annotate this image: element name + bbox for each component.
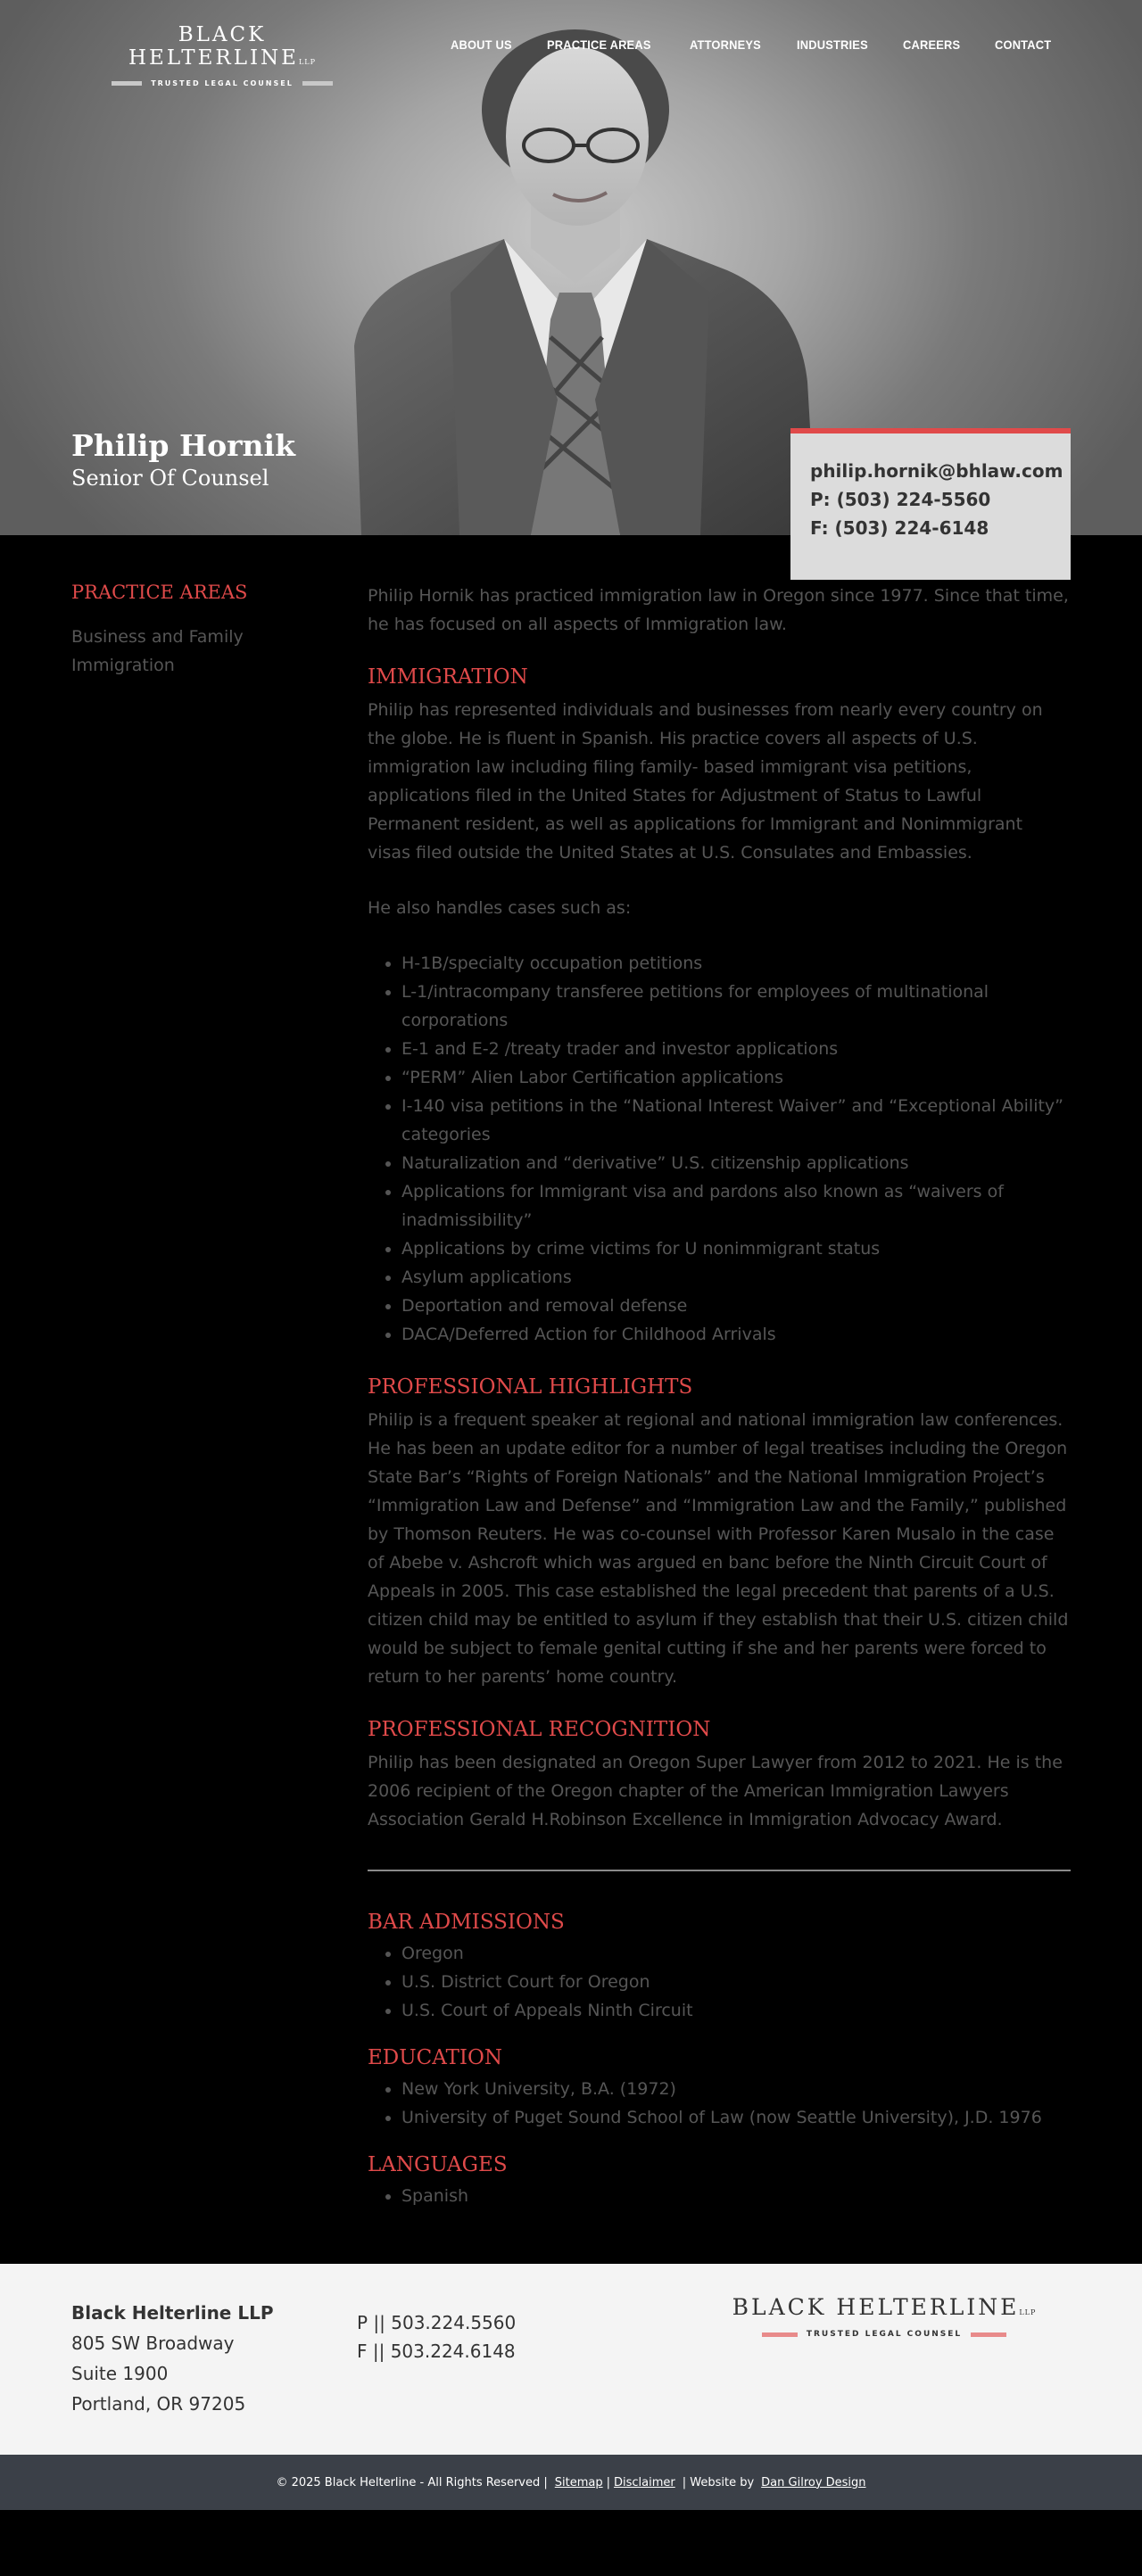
- logo-tagline: TRUSTED LEGAL COUNSEL: [806, 2330, 963, 2339]
- cases-list: [368, 949, 1071, 1349]
- footer-address-line: Portland, OR 97205: [71, 2393, 246, 2415]
- logo-left-bar: [112, 81, 142, 86]
- highlights-heading: PROFESSIONAL HIGHLIGHTS: [368, 1375, 693, 1399]
- education-heading: EDUCATION: [368, 2046, 502, 2069]
- list-item: • Applications by crime victims for U nonimmigrant status: [401, 1234, 1071, 1263]
- attorney-title: Senior Of Counsel: [71, 466, 269, 491]
- logo-wordmark: BLACK HELTERLINELLP: [128, 23, 316, 70]
- list-item: • Spanish: [401, 2182, 1071, 2210]
- highlights-text: Philip is a frequent speaker at regional and national immigration law conferences. He has been an update editor for a number of legal treatises including the Oregon State Bar’s “Rights of Foreign Nationals” and the National Immigration Project’s “Immigration Law and Defense” and “Immigration Law and the Family,” published by Thomson Reuters. He was co-counsel with Professor Karen Musalo in the case of Abebe v. Ashcroft which was argued en banc before the Ninth Circuit Court of Appeals in 2005. This case established the legal precedent that parents of a U.S. citizen child may be entitled to asylum if they establish that their U.S. citizen child would be subject to female genital cutting if she and her parents were forced to return to her parents’ home country.: [368, 1410, 1069, 1687]
- education-list: [368, 2075, 1071, 2132]
- attorney-name: Philip Hornik: [71, 428, 295, 463]
- site-footer: [0, 2264, 1142, 2455]
- list-item: • Asylum applications: [401, 1263, 1071, 1292]
- footer-logo[interactable]: [710, 2296, 1058, 2339]
- logo-right-bar: [971, 2332, 1006, 2337]
- contact-card: [790, 428, 1071, 580]
- footer-address-line: 805 SW Broadway: [71, 2332, 235, 2354]
- footer-address: [71, 2298, 273, 2419]
- practice-area-link[interactable]: Business and Family Immigration: [71, 627, 244, 675]
- list-item: • Applications for Immigrant visa and pardons also known as “waivers of inadmissibility”: [401, 1177, 1071, 1234]
- profile-main: [0, 535, 1142, 2264]
- list-item: • Naturalization and “derivative” U.S. citizenship applications: [401, 1149, 1071, 1177]
- logo-wordmark: BLACK HELTERLINELLP: [732, 2294, 1037, 2320]
- bio-intro: Philip Hornik has practiced immigration law in Oregon since 1977. Since that time, he has focused on all aspects of Immigration law.: [368, 586, 1069, 634]
- recognition-heading: PROFESSIONAL RECOGNITION: [368, 1718, 711, 1741]
- main-navigation: [451, 37, 1056, 52]
- attorney-portrait-image: [352, 25, 816, 535]
- website-by-text: | Website by: [682, 2475, 755, 2489]
- list-item: • H-1B/specialty occupation petitions: [401, 949, 1071, 978]
- nav-about-us[interactable]: ABOUT US: [451, 37, 512, 52]
- nav-practice-areas[interactable]: PRACTICE AREAS: [546, 37, 651, 52]
- logo-tagline-row: [710, 2330, 1058, 2339]
- list-item: • U.S. District Court for Oregon: [401, 1968, 1071, 1996]
- attorney-email[interactable]: philip.hornik@bhlaw.com: [810, 460, 1063, 482]
- list-item: • University of Puget Sound School of Law (now Seattle University), J.D. 1976: [401, 2103, 1071, 2132]
- brand-logo[interactable]: [84, 23, 360, 87]
- list-item: • DACA/Deferred Action for Childhood Arrivals: [401, 1320, 1071, 1349]
- footer-phones: [357, 2308, 516, 2365]
- disclaimer-link[interactable]: Disclaimer: [614, 2475, 675, 2489]
- bar-admissions-list: [368, 1939, 1071, 2025]
- list-item: • New York University, B.A. (1972): [401, 2075, 1071, 2103]
- languages-heading: LANGUAGES: [368, 2153, 508, 2176]
- footer-address-line: Suite 1900: [71, 2363, 169, 2384]
- logo-tagline: TRUSTED LEGAL COUNSEL: [151, 79, 294, 87]
- list-item: • “PERM” Alien Labor Certification applications: [401, 1063, 1071, 1092]
- sidebar: [71, 582, 368, 2210]
- logo-tagline-row: [84, 79, 360, 87]
- nav-attorneys[interactable]: ATTORNEYS: [689, 37, 761, 52]
- copyright-text: © 2025 Black Helterline - All Rights Reserved |: [276, 2475, 548, 2489]
- logo-right-bar: [302, 81, 333, 86]
- bio-content: [368, 582, 1071, 2210]
- nav-industries[interactable]: INDUSTRIES: [796, 37, 868, 52]
- practice-areas-heading: PRACTICE AREAS: [71, 582, 248, 603]
- sitemap-link[interactable]: Sitemap: [554, 2475, 603, 2489]
- copyright-bar: © 2025 Black Helterline - All Rights Reserved | Sitemap | Disclaimer | Website by Dan Gilroy Design: [0, 2455, 1142, 2510]
- section-divider: [368, 1870, 1071, 1871]
- nav-careers[interactable]: CAREERS: [903, 37, 961, 52]
- cases-intro: He also handles cases such as:: [368, 898, 632, 918]
- list-item: • U.S. Court of Appeals Ninth Circuit: [401, 1996, 1071, 2025]
- recognition-text: Philip has been designated an Oregon Super Lawyer from 2012 to 2021. He is the 2006 recipient of the Oregon chapter of the American Immigration Lawyers Association Gerald H.Robinson Excellence in Immigration Advocacy Award.: [368, 1753, 1063, 1829]
- list-item: • I-140 visa petitions in the “National Interest Waiver” and “Exceptional Ability” categories: [401, 1092, 1071, 1149]
- footer-phone[interactable]: P || 503.224.5560: [357, 2312, 517, 2333]
- footer-firm-name: Black Helterline LLP: [71, 2302, 274, 2324]
- list-item: • Deportation and removal defense: [401, 1292, 1071, 1320]
- attorney-fax: F: (503) 224-6148: [810, 517, 989, 539]
- immigration-text: Philip has represented individuals and businesses from nearly every country on the globe. He is fluent in Spanish. His practice covers all aspects of U.S. immigration law including filing family- based immigrant visa petitions, applications filed in the United States for Adjustment of Status to Lawful Permanent resident, as well as applications for Immigrant and Nonimmigrant visas filed outside the United States at U.S. Consulates and Embassies.: [368, 700, 1043, 863]
- designer-link[interactable]: Dan Gilroy Design: [761, 2475, 866, 2489]
- languages-list: [368, 2182, 1071, 2210]
- immigration-heading: IMMIGRATION: [368, 665, 528, 689]
- list-item: • Oregon: [401, 1939, 1071, 1968]
- nav-contact[interactable]: CONTACT: [995, 37, 1052, 52]
- list-item: • L-1/intracompany transferee petitions for employees of multinational corporations: [401, 978, 1071, 1035]
- list-item: • E-1 and E-2 /treaty trader and investor applications: [401, 1035, 1071, 1063]
- footer-fax: F || 503.224.6148: [357, 2341, 516, 2362]
- bar-admissions-heading: BAR ADMISSIONS: [368, 1911, 565, 1934]
- attorney-phone[interactable]: P: (503) 224-5560: [810, 489, 991, 510]
- logo-left-bar: [762, 2332, 798, 2337]
